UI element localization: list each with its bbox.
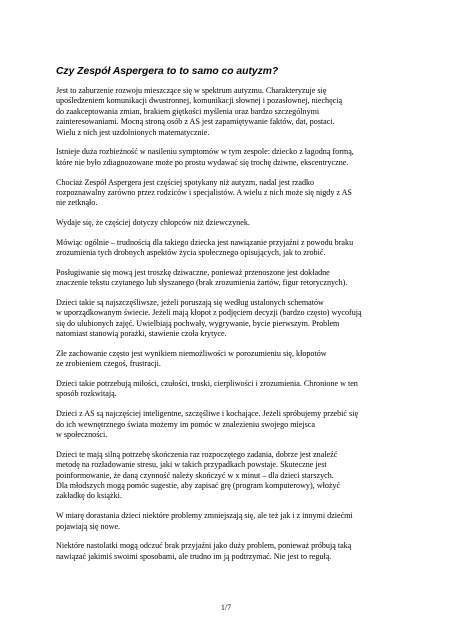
paragraph-line: rozpoznawalny zarówno przez rodziców i specjalistów. A wielu z nich może się nigdy z AS (56, 188, 352, 197)
paragraph-line: które nie było zdiagnozowane może po prostu wydawać się trochę dziwne, ekscentryczne. (56, 157, 349, 167)
paragraph-line: Wielu z nich jest uzdolnionych matematycznie. (56, 127, 210, 137)
paragraph (56, 511, 406, 532)
paragraph-line: Dzieci takie są najszczęśliwsze, jeżeli poruszają się według ustalonych schematów (56, 297, 324, 307)
paragraph-line: upośledzeniem komunikacji dwustronnej, komunikacji słownej i pozasłownej, niechęcią (56, 96, 343, 106)
paragraph (56, 349, 406, 370)
paragraph-line: Istnieje duża rozbieżność w nasileniu symptomów w tym zespole: dziecko z łagodną formą, (56, 147, 354, 157)
paragraph-line: Dzieci te mają silną potrzebę skończenia raz rozpoczętego zadania, dobrze jest znaleźć (56, 449, 338, 459)
paragraph-line: do ich wewnętrznego świata możemy im pomóc w znalezieniu swojego miejsca (56, 419, 315, 429)
paragraph-line: W miarę dorastania dzieci niektóre problemy zmniejszają się, ale też jak i z innymi dziećmi (56, 511, 353, 521)
paragraph (56, 238, 406, 259)
paragraph-line: nawiązać jakimiś swoimi sposobami, ale trudno im ją podtrzymać. Nie jest to regułą. (56, 551, 332, 561)
paragraph-line: Wydaje się, że częściej dotyczy chłopców niż dziewczynek. (56, 218, 250, 228)
paragraph-line: Dla młodszych mogą pomóc sugestie, aby zapisać grę (program komputerowy), włożyć (56, 481, 341, 491)
paragraph-line: sposób rozkwitają. (56, 389, 117, 399)
paragraph-line: w uporządkowanym świecie. Jeżeli mają kłopot z podjęciem decyzji (bardzo często) wycofują (56, 308, 362, 318)
paragraph-line: natomiast stanowią porażki, stawienie czoła krytyce. (56, 329, 227, 339)
document-title: Czy Zespół Aspergera to to samo co autyzm? (56, 66, 279, 77)
paragraph (56, 409, 406, 440)
paragraph (56, 450, 406, 502)
paragraph-line: poinformowanie, że daną czynność należy skończyć w x minut – dla dzieci starszych. (56, 470, 334, 480)
paragraph (56, 86, 406, 138)
paragraph-line: zrozumienia tych drobnych aspektów życia społecznego opisujących, jak to zrobić. (56, 248, 326, 258)
paragraph-line: Jest to zaburzenie rozwoju mieszczące się w spektrum autyzmu. Charakteryzuje się (56, 86, 327, 95)
paragraph (56, 268, 406, 289)
paragraph-line: Dzieci takie potrzebują miłości, czułości, troski, cierpliwości i zrozumienia. Chronione w ten (56, 379, 358, 389)
paragraph (56, 379, 406, 400)
paragraph (56, 541, 406, 562)
paragraph (56, 147, 406, 168)
paragraph-line: Chociaż Zespół Aspergera jest częściej spotykany niż autyzm, nadal jest rzadko (56, 177, 315, 187)
paragraph-line: Dzieci z AS są najczęściej inteligentne, szczęśliwe i kochające. Jeżeli spróbujemy przebić się (56, 409, 359, 419)
paragraph-line: Mówiąc ogólnie – trudnością dla takiego dziecka jest nawiązanie przyjaźni z powodu braku (56, 237, 354, 247)
paragraph-line: ze zrobieniem czegoś, frustracji. (56, 359, 161, 369)
paragraph-line: zakładkę do książki. (56, 491, 122, 501)
paragraph-line: się do ulubionych zajęć. Uwielbiają pochwały, wygrywanie, bycie pierwszym. Problem (56, 318, 340, 328)
paragraph-line: Złe zachowanie często jest wynikiem niemożliwości w porozumieniu się, kłopotów (56, 348, 327, 358)
paragraph-line: pojawiają się nowe. (56, 521, 121, 531)
paragraph-line: metodę na rozładowanie stresu, jaki w takich przypadkach powstaje. Skuteczne jest (56, 460, 327, 470)
document-body (56, 86, 406, 571)
paragraph-line: nie zetknąło. (56, 198, 98, 208)
paragraph-line: w społeczności. (56, 430, 108, 440)
paragraph (56, 218, 406, 228)
paragraph-line: Niektóre nastolatki mogą odczuć brak przyjaźni jako duży problem, ponieważ próbują taką (56, 541, 352, 551)
paragraph-line: znaczenie tekstu czytanego lub słyszanego (brak zrozumienia żartów, figur retorycznych). (56, 278, 348, 288)
paragraph-line: Posługiwanie się mową jest troszkę dziwaczne, ponieważ przenoszone jest dokładne (56, 267, 330, 277)
page-number: 1/7 (220, 603, 232, 612)
paragraph (56, 298, 406, 340)
paragraph (56, 178, 406, 209)
paragraph-line: do zaakceptowania zmian, brakiem giętkości myślenia oraz bardzo szczególnymi (56, 106, 320, 116)
paragraph-line: zainteresowaniami. Mocną stroną osób z AS jest zapamiętywanie faktów, dat, postaci. (56, 117, 335, 127)
